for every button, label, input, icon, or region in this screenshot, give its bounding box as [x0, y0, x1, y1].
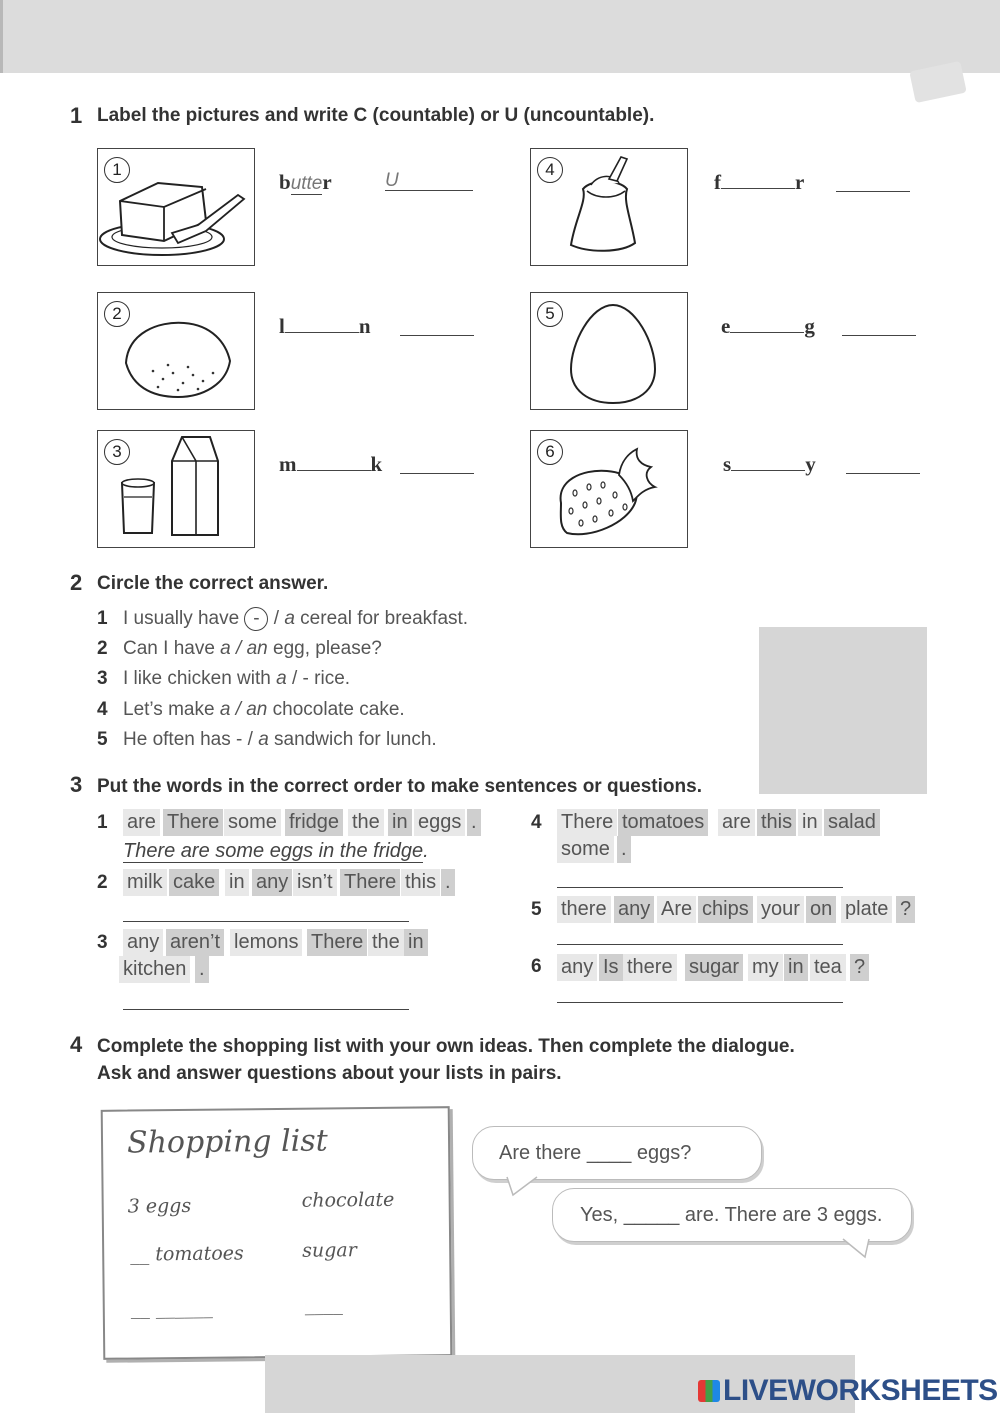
item-number: 1: [97, 608, 108, 629]
item-number: 5: [97, 729, 108, 750]
word-fill-input[interactable]: [297, 452, 371, 471]
answer-input-4[interactable]: [836, 171, 910, 192]
answer-line-1[interactable]: There are some eggs in the fridge.: [123, 840, 429, 862]
ex3-instruction: Put the words in the correct order to make sentences or questions.: [97, 776, 702, 797]
word-last-letter: r: [795, 170, 805, 194]
word-tile[interactable]: this: [401, 869, 440, 896]
item-number: 2: [104, 301, 130, 327]
word-tile[interactable]: .: [441, 869, 455, 896]
word-tile[interactable]: any: [252, 869, 292, 896]
answer-input-2[interactable]: [400, 315, 474, 336]
egg-icon: [531, 293, 686, 408]
word-tile[interactable]: There: [163, 809, 223, 836]
word-tile[interactable]: salad: [824, 809, 880, 836]
answer-line-5[interactable]: [557, 943, 843, 945]
item-number: 1: [104, 157, 130, 183]
list-item: chocolate: [301, 1188, 395, 1212]
bubble-tail-icon: [507, 1177, 547, 1197]
strawberry-icon: [531, 431, 686, 546]
word-tile[interactable]: some: [224, 809, 281, 836]
word-1: [279, 170, 332, 195]
word-tile[interactable]: this: [757, 809, 796, 836]
butter-icon: [98, 149, 253, 264]
shopping-list-title: Shopping list: [126, 1123, 328, 1161]
word-tile[interactable]: are: [123, 809, 160, 836]
sentence-start: I like chicken with: [123, 668, 277, 689]
word-tile[interactable]: lemons: [230, 929, 302, 956]
word-3: [279, 452, 382, 477]
item-number: 2: [97, 638, 108, 659]
word-tile[interactable]: .: [467, 809, 481, 836]
option-1[interactable]: a: [276, 668, 287, 689]
word-fill-input[interactable]: utte: [290, 173, 323, 194]
word-tile[interactable]: there: [623, 954, 677, 981]
picture-box-1: [97, 148, 255, 266]
sentence-end: rice.: [308, 668, 351, 689]
word-6: [723, 452, 816, 477]
word-tile[interactable]: aren’t: [166, 929, 224, 956]
answer-input-3[interactable]: [400, 453, 474, 474]
shopping-list-note: [101, 1106, 453, 1360]
word-tile[interactable]: sugar: [685, 954, 743, 981]
ex2-item-5: [97, 729, 437, 751]
word-tile[interactable]: isn’t: [293, 869, 337, 896]
answer-text[interactable]: There are some eggs in the fridge: [123, 840, 424, 862]
item-number: 5: [537, 301, 563, 327]
ex4-instruction-line-1: Complete the shopping list with your own ideas. Then complete the dialogue.: [97, 1036, 795, 1057]
word-first-letter: m: [279, 452, 297, 476]
list-item-input[interactable]: __ tomatoes: [130, 1242, 244, 1266]
word-last-letter: k: [370, 452, 383, 476]
word-5: [721, 314, 815, 339]
word-2: [279, 314, 371, 339]
ex2-item-3: [97, 668, 350, 690]
word-tile[interactable]: cake: [169, 869, 219, 896]
word-tile[interactable]: tea: [810, 954, 846, 981]
option-separator: /: [242, 729, 259, 750]
word-tile[interactable]: ?: [896, 896, 915, 923]
picture-box-4: [530, 148, 688, 266]
sentence-end: sandwich for lunch.: [268, 729, 437, 750]
ex2-item-1: [97, 607, 468, 631]
word-last-letter: y: [805, 452, 816, 476]
liveworksheets-logo[interactable]: [698, 1374, 998, 1408]
word-tile[interactable]: on: [806, 896, 836, 923]
word-tile[interactable]: fridge: [285, 809, 343, 836]
option-2[interactable]: an: [246, 638, 268, 659]
word-tile[interactable]: are: [718, 809, 755, 836]
item-number: 3: [104, 439, 130, 465]
option-1[interactable]: -: [236, 729, 243, 750]
answer-line-3[interactable]: [123, 1008, 409, 1010]
ex2-item-2: [97, 638, 382, 660]
ex3-item-1-number: 1: [97, 812, 108, 833]
sentence-end: egg, please?: [267, 638, 382, 659]
word-4: [714, 170, 804, 195]
bubble-answer-text[interactable]: Yes, _____ are. There are 3 eggs.: [580, 1204, 883, 1226]
picture-box-6: [530, 430, 688, 548]
word-tile[interactable]: in: [404, 929, 428, 956]
ex1-number: 1: [70, 103, 83, 128]
word-fill-input[interactable]: [721, 170, 795, 189]
option-1[interactable]: a: [220, 638, 231, 659]
option-2[interactable]: -: [302, 668, 309, 689]
option-separator: /: [230, 638, 247, 659]
answer-input-5[interactable]: [842, 315, 916, 336]
list-item: sugar: [302, 1239, 357, 1262]
ex3-item-5-number: 5: [531, 899, 542, 920]
bubble-tail-icon: [843, 1239, 883, 1259]
word-tile[interactable]: There: [307, 929, 367, 956]
header-bar: [0, 0, 1000, 73]
ex3-item-6-number: 6: [531, 956, 542, 977]
sentence-end: chocolate cake.: [267, 699, 405, 720]
sentence-start: He often has: [123, 729, 237, 750]
word-first-letter: l: [279, 314, 285, 338]
ex3-number: 3: [70, 772, 83, 797]
word-last-letter: n: [358, 314, 371, 338]
word-tile[interactable]: chips: [698, 896, 753, 923]
ex3-item-2-number: 2: [97, 872, 108, 893]
option-1[interactable]: a: [219, 699, 231, 720]
word-tile[interactable]: the: [368, 929, 404, 956]
word-first-letter: e: [721, 314, 731, 338]
sentence-start: Can I have: [123, 638, 221, 659]
word-tile[interactable]: ?: [850, 954, 869, 981]
ex3-item-4-number: 4: [531, 812, 542, 833]
logo-text: LIVEWORKSHEETS: [723, 1374, 998, 1407]
word-tile[interactable]: .: [617, 836, 631, 863]
sentence-start: I usually have: [123, 608, 245, 629]
word-tile[interactable]: in: [784, 954, 808, 981]
picture-box-5: [530, 292, 688, 410]
ex2-number: 2: [70, 570, 83, 595]
ex3-item-3-number: 3: [97, 932, 108, 953]
word-first-letter: f: [714, 170, 721, 194]
word-tile[interactable]: tomatoes: [618, 809, 708, 836]
word-tile[interactable]: .: [195, 956, 209, 983]
word-last-letter: g: [804, 314, 815, 338]
word-tile[interactable]: your: [757, 896, 804, 923]
option-2[interactable]: an: [246, 699, 268, 720]
word-tile[interactable]: any: [557, 954, 597, 981]
list-item: 3 eggs: [127, 1194, 192, 1218]
speech-bubble-answer: [552, 1188, 912, 1242]
option-separator: /: [230, 699, 247, 720]
option-2[interactable]: a: [284, 608, 295, 629]
picture-box-3: [97, 430, 255, 548]
option-separator: /: [286, 668, 303, 689]
word-fill-input[interactable]: [730, 314, 804, 333]
sentence-start: Let’s make: [123, 699, 220, 720]
word-first-letter: b: [279, 170, 291, 194]
ex4-instruction-line-2: Ask and answer questions about your lists in pairs.: [97, 1063, 562, 1084]
list-item-input[interactable]: ____: [304, 1293, 343, 1316]
sentence-end: cereal for breakfast.: [294, 608, 469, 629]
word-tile[interactable]: in: [388, 809, 412, 836]
word-tile[interactable]: eggs: [414, 809, 465, 836]
word-tile[interactable]: in: [798, 809, 822, 836]
answer-line-2[interactable]: [123, 920, 409, 922]
word-tile[interactable]: plate: [841, 896, 892, 923]
word-tile[interactable]: some: [557, 836, 614, 863]
bubble-question-text[interactable]: Are there ____ eggs?: [499, 1142, 692, 1164]
speech-bubble-question: [472, 1126, 762, 1180]
word-tile[interactable]: my: [748, 954, 783, 981]
answer-input-6[interactable]: [846, 453, 920, 474]
item-number: 6: [537, 439, 563, 465]
word-tile[interactable]: any: [614, 896, 654, 923]
ex4-number: 4: [70, 1032, 83, 1057]
item-number: 4: [537, 157, 563, 183]
word-tile[interactable]: There: [340, 869, 400, 896]
answer-line-4[interactable]: [557, 886, 843, 888]
word-tile[interactable]: kitchen: [119, 956, 190, 983]
word-tile[interactable]: milk: [123, 869, 167, 896]
option-separator: /: [268, 608, 285, 629]
picture-box-2: [97, 292, 255, 410]
item-number: 4: [97, 699, 108, 720]
answer-input-1[interactable]: U: [385, 170, 473, 191]
word-tile[interactable]: There: [557, 809, 617, 836]
lemon-icon: [98, 293, 253, 408]
word-fill-input[interactable]: [731, 452, 805, 471]
word-tile[interactable]: there: [557, 896, 611, 923]
ex2-item-4: [97, 699, 405, 721]
list-item-input[interactable]: __ ______: [130, 1296, 213, 1320]
flour-bag-icon: [531, 149, 686, 264]
option-1[interactable]: -: [244, 607, 268, 631]
word-tile[interactable]: the: [348, 809, 384, 836]
word-last-letter: r: [322, 170, 332, 194]
logo-icon: [698, 1380, 720, 1402]
answer-line-6[interactable]: [557, 1001, 843, 1003]
ex1-instruction: Label the pictures and write C (countable) or U (uncountable).: [97, 105, 655, 126]
word-first-letter: s: [723, 452, 732, 476]
option-2[interactable]: a: [258, 729, 269, 750]
word-fill-input[interactable]: [285, 314, 359, 333]
word-tile[interactable]: Is: [599, 954, 623, 981]
word-tile[interactable]: any: [123, 929, 163, 956]
word-tile[interactable]: Are: [657, 896, 696, 923]
milk-icon: [98, 431, 253, 546]
item-number: 3: [97, 668, 108, 689]
ex2-instruction: Circle the correct answer.: [97, 573, 329, 594]
word-tile[interactable]: in: [225, 869, 249, 896]
image-placeholder: [759, 627, 927, 794]
